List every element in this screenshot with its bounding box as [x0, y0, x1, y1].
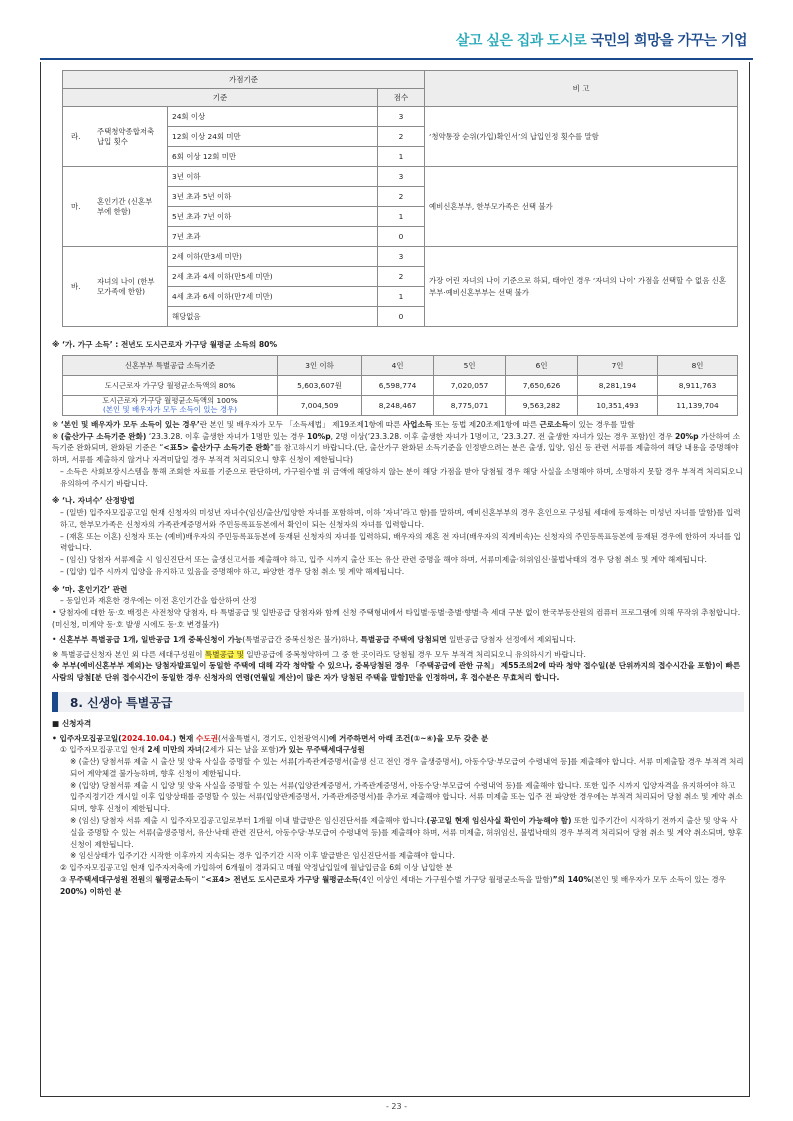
income-row2-cell: 11,139,704: [658, 395, 738, 415]
children-item: – (임신) 당첨자 서류제출 시 임신진단서 또는 출생신고서를 제출해야 하고, 입주 시까지 출산 또는 유산 관련 증명을 해야 하며, 서류미제출·허위임신·불법낙태의 경우 당첨 취소 및 계약 해제됩니다.: [60, 555, 707, 565]
income-row1-cell: 8,281,194: [578, 375, 658, 395]
criteria-score: 0: [378, 227, 425, 247]
children-item: – (일반) 입주자모집공고일 현재 신청자의 미성년 자녀수(임신/출산/입양한 자녀를 포함하며, 이하 ‘자녀’라고 함)를 말하며, 예비신혼부부의 경우 혼인으로 구성될 세대에 등재하는 미성년 자녀를 말함)를 입력하고, 한부모가족은 신청자의 가족관계증명서와 주민등록표등본에서 확인이 되는 신청자의 자녀를 입력합니다.: [60, 508, 741, 529]
condition-1-last: ※ 임신상태가 입주기간 시작한 이후까지 지속되는 경우 입주기간 시작 이후 발급받은 임신진단서를 제출해야 합니다.: [70, 851, 455, 861]
income-row1-cell: 6,598,774: [362, 375, 434, 395]
criteria-basis: 7년 초과: [168, 227, 378, 247]
criteria-score: 2: [378, 187, 425, 207]
criteria-basis: 12회 이상 24회 미만: [168, 127, 378, 147]
note-birth-relief: ※ (출산가구 소득기준 완화) ‘23.3.28. 이후 출생한 자녀가 1명만 있는 경우 10%p, 2명 이상(‘23.3.28. 이후 출생한 자녀가 1명이고, ‘23.3.27. 전 출생한 자녀가 있는 경우 포함)인 경우 20%p 가산하여 소득기준 완화되며, 완화된 기준은 “<표5> 출산가구 소득기준 완화”를 참고하시기 바랍니다.(단, 출산가구 완화된 소득기준을 인정받으려는 분은 출생, 입양, 임신 등 관련 서류를 제출하여 해당 내용을 증명해야하며, 서류를 제출하지 않거나 자격미달일 경우 부적격 처리되오니 향후 신청이 제한됩니다): [52, 431, 741, 465]
marriage-item: – 동일인과 재혼한 경우에는 이전 혼인기간을 합산하여 산정: [60, 596, 257, 606]
income-row1-cell: 도시근로자 가구당 월평균소득액의 80%: [63, 375, 278, 395]
criteria-score: 3: [378, 247, 425, 267]
group-no: 마.: [71, 201, 81, 211]
note-dual-income: ※ ‘본인 및 배우자가 모두 소득이 있는 경우’란 본인 및 배우자가 모두 「소득세법」 제19조제1항에 따른 사업소득 또는 동법 제20조제1항에 따른 근로소득이 있는 경우를 말함: [52, 419, 635, 429]
criteria-score: 3: [378, 167, 425, 187]
income-row2-cell: 8,248,467: [362, 395, 434, 415]
condition-1-note: ※ (출산) 당첨서류 제출 시 출산 및 양육 사실을 증명할 수 있는 서류[가족관계증명서(출생 신고 전인 경우 출생증명서), 아동수당·부모급여 수령내역 등]를 제출해야 합니다. 서류 미제출할 경우 부적격 처리되어 계약체결 불가능하며, 향후 신청이 제한됩니다.: [70, 757, 744, 778]
criteria-basis: 2세 이하(만3세 미만): [168, 247, 378, 267]
criteria-basis: 해당없음: [168, 307, 378, 327]
income-header-cell: 6인: [506, 355, 578, 375]
income-header-cell: 5인: [434, 355, 506, 375]
criteria-basis: 2세 초과 4세 이하(만5세 미만): [168, 267, 378, 287]
page-number: - 23 -: [385, 1102, 408, 1111]
criteria-remark: ‘청약통장 순위(가입)확인서’의 납입인정 횟수를 말함: [425, 107, 738, 167]
qualification-title: ■ 신청자격: [52, 718, 92, 728]
income-row2-cell: 8,775,071: [434, 395, 506, 415]
group-title: 주택청약종합저축 납입 횟수: [97, 126, 155, 146]
criteria-basis: 5년 초과 7년 이하: [168, 207, 378, 227]
children-item: – (입양) 입주 시까지 입양을 유지하고 있음을 증명해야 하고, 파양한 경우 당첨 취소 및 계약 해제됩니다.: [60, 566, 405, 576]
criteria-remark: 예비신혼부부, 한부모가족은 선택 불가: [425, 167, 738, 247]
lottery-note: • 당첨자에 대한 동·호 배정은 사전청약 당첨자, 타 특별공급 및 일반공급 당첨자와 함께 신청 주택형내에서 타입별·동별·층별·향별·측 세대 구분 없이 한국부동산원의 컴퓨터 프로그램에 의해 무작위 추첨합니다.(미신청, 미계약 동·호 발생 시에도 동·호 변경불가): [52, 608, 741, 630]
criteria-score: 1: [378, 147, 425, 167]
criteria-score: 2: [378, 267, 425, 287]
criteria-group-label: [63, 247, 168, 327]
condition-3: ③ 무주택세대구성원 전원의 월평균소득이 “<표4> 전년도 도시근로자 가구당 월평균소득(4인 이상인 세대는 가구원수별 가구당 월평균소득을 말함)”의 140%(본인 및 배우자가 모두 소득이 있는 경우 200%) 이하인 분: [60, 874, 726, 896]
slogan-part1: 살고 싶은 집과 도시로: [455, 33, 587, 49]
header-rule: [40, 58, 753, 60]
income-header-cell: 4인: [362, 355, 434, 375]
criteria-basis: 3년 초과 5년 이하: [168, 187, 378, 207]
criteria-score: 3: [378, 107, 425, 127]
page-content: [52, 70, 744, 897]
criteria-row: [63, 107, 738, 127]
note-income-check: – 소득은 사회보장시스템을 통해 조회한 자료를 기준으로 판단하며, 가구원수별 위 금액에 해당하지 않는 분이 해당 가점을 받아 당첨될 경우 해당 사실을 소명해야 하며, 소명하지 못할 경우 부적격 처리되오니 유의하여 주시기 바랍니다.: [60, 466, 743, 488]
couple-note: ※ 부부(예비신혼부부 제외)는 당첨자발표일이 동일한 주택에 대해 각각 청약할 수 있으나, 중복당첨된 경우 「주택공급에 관한 규칙」 제55조의2에 따라 청약 접수일(분 단위까지의 접수시간을 포함)이 빠른 사람의 당첨[분 단위 접수시간이 동일한 경우 신청자의 연령(연월일 계산)이 많은 자가 당첨된 주택을 말함]만을 인정하며, 후 접수분은 무효처리 합니다.: [52, 661, 741, 683]
condition-1: ① 입주자모집공고일 현재 2세 미만의 자녀(2세가 되는 날을 포함)가 있는 무주택세대구성원: [60, 745, 365, 755]
section8-title: 8. 신생아 특별공급: [70, 695, 173, 710]
remark-header: 비 고: [425, 71, 738, 107]
qualification-line: • 입주자모집공고일(2024.10.04.) 현재 수도권(서울특별시, 경기도, 인천광역시)에 거주하면서 아래 조건(①~④)을 모두 갖춘 분: [52, 733, 489, 743]
income-row1-cell: 7,650,626: [506, 375, 578, 395]
income-row2-cell: 7,004,509: [278, 395, 362, 415]
group-no: 바.: [71, 281, 81, 291]
income-note-title: ※ ‘가. 가구 소득’ : 전년도 도시근로자 가구당 월평균 소득의 80%: [52, 340, 278, 349]
marriage-title: ※ ‘마. 혼인기간’ 관련: [52, 584, 128, 594]
slogan-part2: 국민의 희망을 가꾸는 기업: [590, 33, 747, 49]
income-row1-cell: 7,020,057: [434, 375, 506, 395]
group-no: 라.: [71, 131, 81, 141]
score-header: 점수: [378, 89, 425, 107]
income-row1-cell: 5,603,607원: [278, 375, 362, 395]
condition-2: ② 입주자모집공고일 현재 입주자저축에 가입하여 6개월이 경과되고 매월 약정납입일에 월납입금을 6회 이상 납입한 분: [60, 863, 453, 873]
section8-heading: [52, 692, 744, 712]
income-header-cell: 3인 이하: [278, 355, 362, 375]
condition-1-note: ※ (입양) 당첨서류 제출 시 입양 및 양육 사실을 증명할 수 있는 서류(입양관계증명서, 가족관계증명서, 아동수당·부모급여 수령내역 등)를 제출해야 합니다. 또한 입주 시까지 입양자격을 유지하여야 하고 입주지정기간 개시일 이후 입양상태를 증명할 수 있는 서류(입양관계증명서, 가족관계증명서)를 추가로 제출해야 합니다. 서류 미제출 또는 입주 전 파양한 경우에는 부적격 처리되어 당첨 취소 및 계약 취소되며, 향후 신청이 제한됩니다.: [70, 780, 743, 814]
criteria-basis: 6회 이상 12회 미만: [168, 147, 378, 167]
income-row2-label1: 도시근로자 가구당 월평균소득액의 100%: [102, 396, 238, 406]
income-table: [62, 355, 738, 416]
criteria-basis: 4세 초과 6세 이하(만7세 미만): [168, 287, 378, 307]
criteria-score: 1: [378, 287, 425, 307]
criteria-score: 2: [378, 127, 425, 147]
criteria-score: 0: [378, 307, 425, 327]
score-criteria-table: [62, 70, 738, 327]
header-slogan: [456, 30, 747, 50]
condition-1-pregnancy: ※ (임신) 당첨자 서류 제출 시 입주자모집공고일로부터 1개월 이내 발급받은 임신진단서를 제출해야 합니다.(공고일 현재 임신사실 확인이 가능해야 함) 또한 입주기간이 시작하기 전까지 출산 및 양육 사실을 증명할 수 있는 서류(출생증명서, 유산·낙태 관련 진단서, 아동수당·부모급여 수령내역 등)를 제출해야 하며, 서류 미제출, 허위임신, 불법낙태의 경우 부적격 처리되어 당첨 취소 및 계약 취소되며, 향후 신청이 제한됩니다.: [70, 815, 743, 849]
criteria-basis: 24회 이상: [168, 107, 378, 127]
criteria-score: 1: [378, 207, 425, 227]
children-title: ※ ‘나. 자녀수’ 산정방법: [52, 496, 135, 506]
income-row1-cell: 8,911,763: [658, 375, 738, 395]
criteria-basis: 3년 이하: [168, 167, 378, 187]
income-header-cell: 8인: [658, 355, 738, 375]
income-row2-label: [63, 395, 278, 415]
household-note: ※ 특별공급신청자 본인 외 다른 세대구성원이 특별공급 및 일반공급에 중복청약하여 그 중 한 곳이라도 당첨될 경우 모두 부적격 처리되오니 유의하시기 바랍니다.: [52, 649, 586, 659]
group-title: 혼인기간 (신혼부부에 한함): [97, 196, 153, 216]
basis-header: 기준: [63, 89, 378, 107]
income-header-cell: 7인: [578, 355, 658, 375]
group-title: 자녀의 나이 (한부모가족에 한함): [97, 276, 155, 296]
income-row2-cell: 10,351,493: [578, 395, 658, 415]
children-item: – (재혼 또는 이혼) 신청자 또는 (예비)배우자의 주민등록표등본에 등재된 신청자의 자녀를 입력하되, 배우자의 재혼 전 자녀(배우자의 직계비속)는 신청자의 주민등록표등본에 등재된 경우에 한하여 자녀를 입력합니다.: [60, 531, 742, 553]
criteria-group-label: [63, 107, 168, 167]
criteria-row: [63, 167, 738, 187]
criteria-header: 가점기준: [63, 71, 425, 89]
criteria-row: [63, 247, 738, 267]
income-row2-label2: (본인 및 배우자가 모두 소득이 있는 경우): [102, 405, 238, 415]
income-row2-cell: 9,563,282: [506, 395, 578, 415]
criteria-group-label: [63, 167, 168, 247]
income-header-cell: 신혼부부 특별공급 소득기준: [63, 355, 278, 375]
criteria-remark: 가장 어린 자녀의 나이 기준으로 하되, 태아인 경우 ‘자녀의 나이’ 가점을 선택할 수 없음 신혼부부·예비신혼부부는 선택 불가: [425, 247, 738, 327]
dup-note: • 신혼부부 특별공급 1개, 일반공급 1개 중복신청이 가능(특별공급간 중복신청은 불가)하나, 특별공급 주택에 당첨되면 일반공급 당첨자 선정에서 제외됩니다.: [52, 634, 576, 644]
